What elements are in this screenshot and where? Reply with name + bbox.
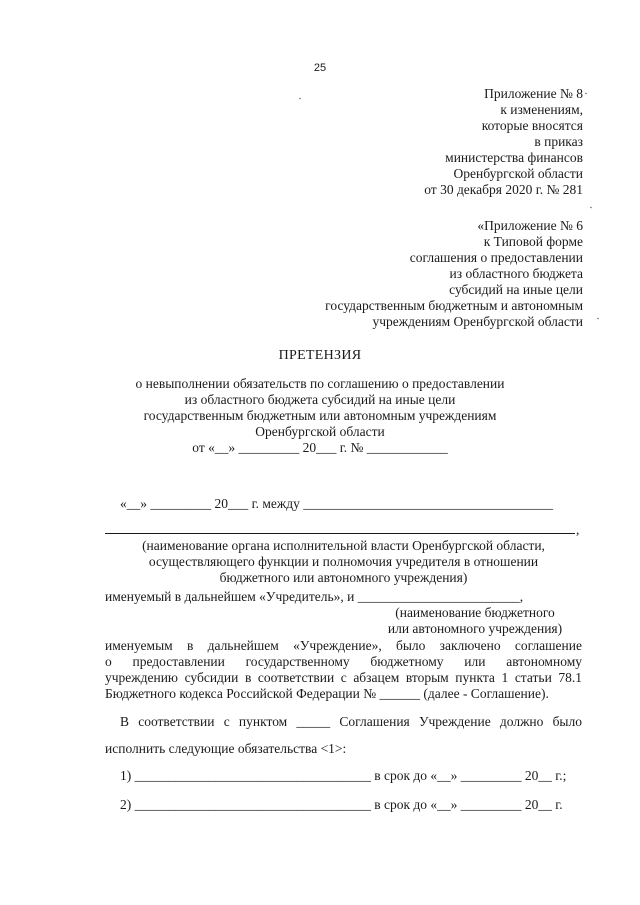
institution-caption	[375, 605, 575, 637]
date-line: «__» _________ 20___ г. между _____________________________________	[120, 496, 553, 511]
scan-speck	[590, 207, 592, 209]
header-block	[424, 86, 583, 198]
document-title: ПРЕТЕНЗИЯ	[278, 348, 362, 363]
caption-line: (наименование органа исполнительной власти Оренбургской области,	[142, 538, 545, 553]
header-line: министерства финансов	[445, 150, 583, 165]
attachment-line: субсидий на иные цели	[449, 282, 583, 297]
caption-line: бюджетного или автономного учреждения)	[219, 570, 468, 585]
founder-name-comma: ,	[576, 522, 580, 537]
attachment-line: учреждениям Оренбургской области	[372, 314, 583, 329]
subtitle-line: государственным бюджетным или автономным учреждениям	[143, 408, 497, 423]
header-line: Оренбургской области	[453, 166, 583, 181]
obligation-item: 2) ___________________________________ в срок до «__» _________ 20__ г.	[120, 797, 563, 812]
obligation-intro-2: исполнить следующие обязательства <1>:	[105, 741, 347, 756]
header-line: в приказ	[534, 134, 583, 149]
subtitle-line: о невыполнении обязательств по соглашению о предоставлении	[135, 376, 505, 391]
attachment-line: соглашения о предоставлении	[409, 250, 583, 265]
caption-line: или автономного учреждения)	[387, 621, 563, 636]
caption-line: осуществляющего функции и полномочия учредителя в отношении	[148, 554, 539, 569]
header-line: Приложение № 8	[484, 86, 583, 101]
attachment-block	[325, 218, 583, 330]
agreement-paragraph-line: именуемым в дальнейшем «Учреждение», было заключено соглашение	[105, 638, 582, 653]
caption-line: (наименование бюджетного	[395, 605, 555, 620]
obligation-intro: В соответствии с пунктом _____ Соглашения Учреждение должно было	[120, 714, 582, 729]
founder-caption	[105, 538, 582, 586]
scan-speck	[299, 98, 301, 100]
founder-line: именуемый в дальнейшем «Учредитель», и ________________________,	[105, 589, 524, 604]
attachment-line: из областного бюджета	[449, 266, 583, 281]
header-line: от 30 декабря 2020 г. № 281	[424, 182, 583, 197]
page-number: 25	[313, 62, 327, 74]
attachment-line: к Типовой форме	[483, 234, 583, 249]
scan-speck	[597, 318, 599, 320]
document-subtitle	[90, 376, 550, 456]
agreement-paragraph-line: Бюджетного кодекса Российской Федерации № ______ (далее - Соглашение).	[105, 686, 549, 701]
scan-speck	[585, 93, 587, 95]
subtitle-line: от «__» _________ 20___ г. № ____________	[192, 440, 448, 455]
attachment-line: государственным бюджетным и автономным	[325, 298, 583, 313]
founder-name-rule	[105, 533, 575, 534]
agreement-paragraph-line: о предоставлении государственному бюджетному или автономному	[105, 654, 582, 669]
header-line: которые вносятся	[481, 118, 583, 133]
header-line: к изменениям,	[500, 102, 583, 117]
agreement-paragraph-line: учреждению субсидии в соответствии с абзацем вторым пункта 1 статьи 78.1	[105, 670, 582, 685]
attachment-line: «Приложение № 6	[477, 218, 583, 233]
obligation-item: 1) ___________________________________ в срок до «__» _________ 20__ г.;	[120, 768, 567, 783]
subtitle-line: из областного бюджета субсидий на иные цели	[184, 392, 456, 407]
subtitle-line: Оренбургской области	[255, 424, 385, 439]
